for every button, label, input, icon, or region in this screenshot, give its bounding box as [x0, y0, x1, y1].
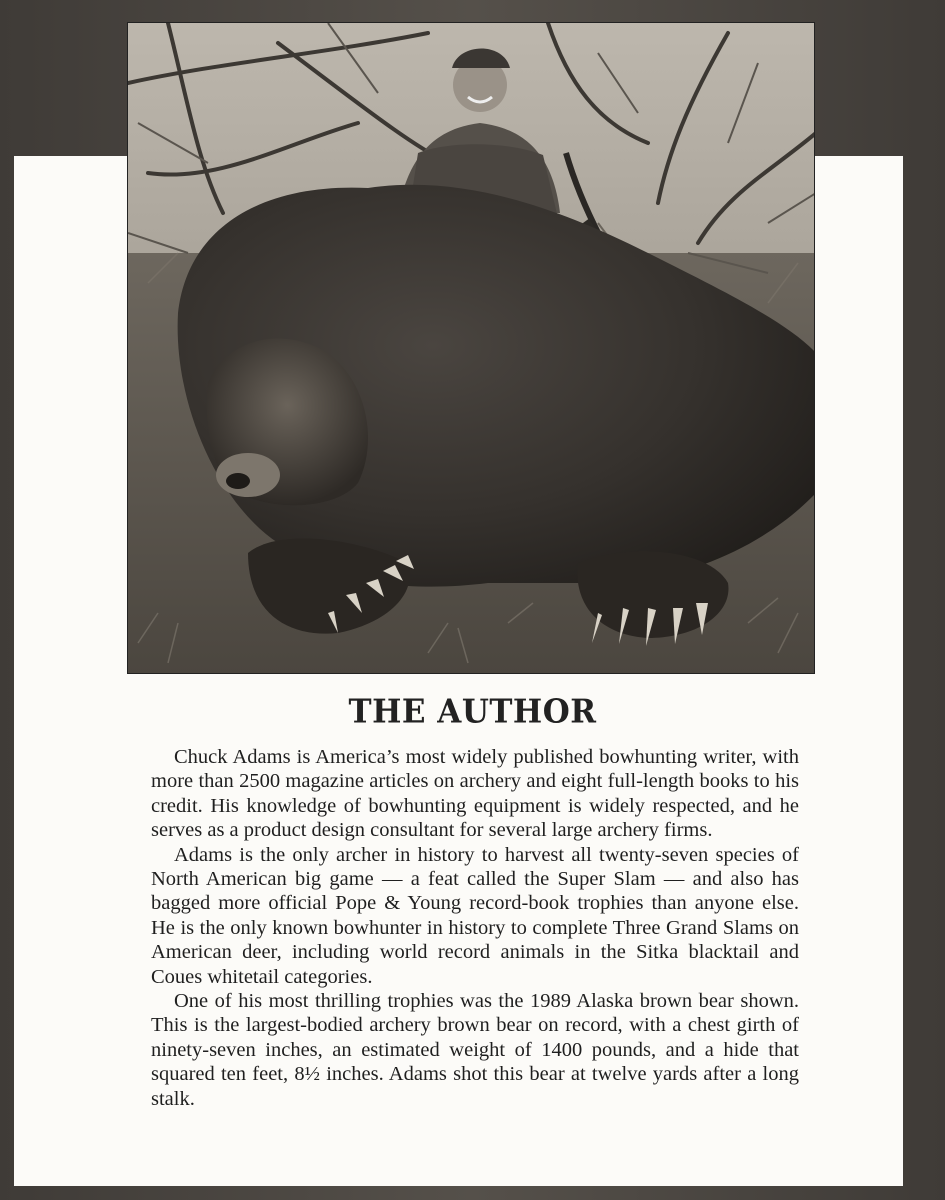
bio-paragraph: One of his most thrilling trophies was the 1989 Alaska brown bear shown. This is the largest-bodied archery brown bear on record, with a chest girth of ninety-seven inches, an estimated weight of 1400 pounds, and a hide that squared ten feet, 8½ inches. Adams shot this bear at twelve yards after a long stalk. — [151, 990, 799, 1110]
bio-paragraph: Adams is the only archer in history to harvest all twenty-seven species of North American big game — a feat called the Super Slam — and also has bagged more official Pope & Young record-book trophies than anyone else. He is the only known bowhunter in history to complete Three Grand Slams on American deer, including world record animals in the Sitka blacktail and Coues whitetail categories. — [151, 843, 799, 988]
author-bear-photo — [127, 22, 815, 674]
page-title: THE AUTHOR — [348, 693, 597, 731]
author-bio — [151, 745, 799, 1111]
bio-paragraph: Chuck Adams is America’s most widely published bowhunting writer, with more than 2500 magazine articles on archery and eight full-length books to his credit. His knowledge of bowhunting equipment is widely respected, and he serves as a product design consultant for several large archery firms. — [151, 746, 799, 842]
